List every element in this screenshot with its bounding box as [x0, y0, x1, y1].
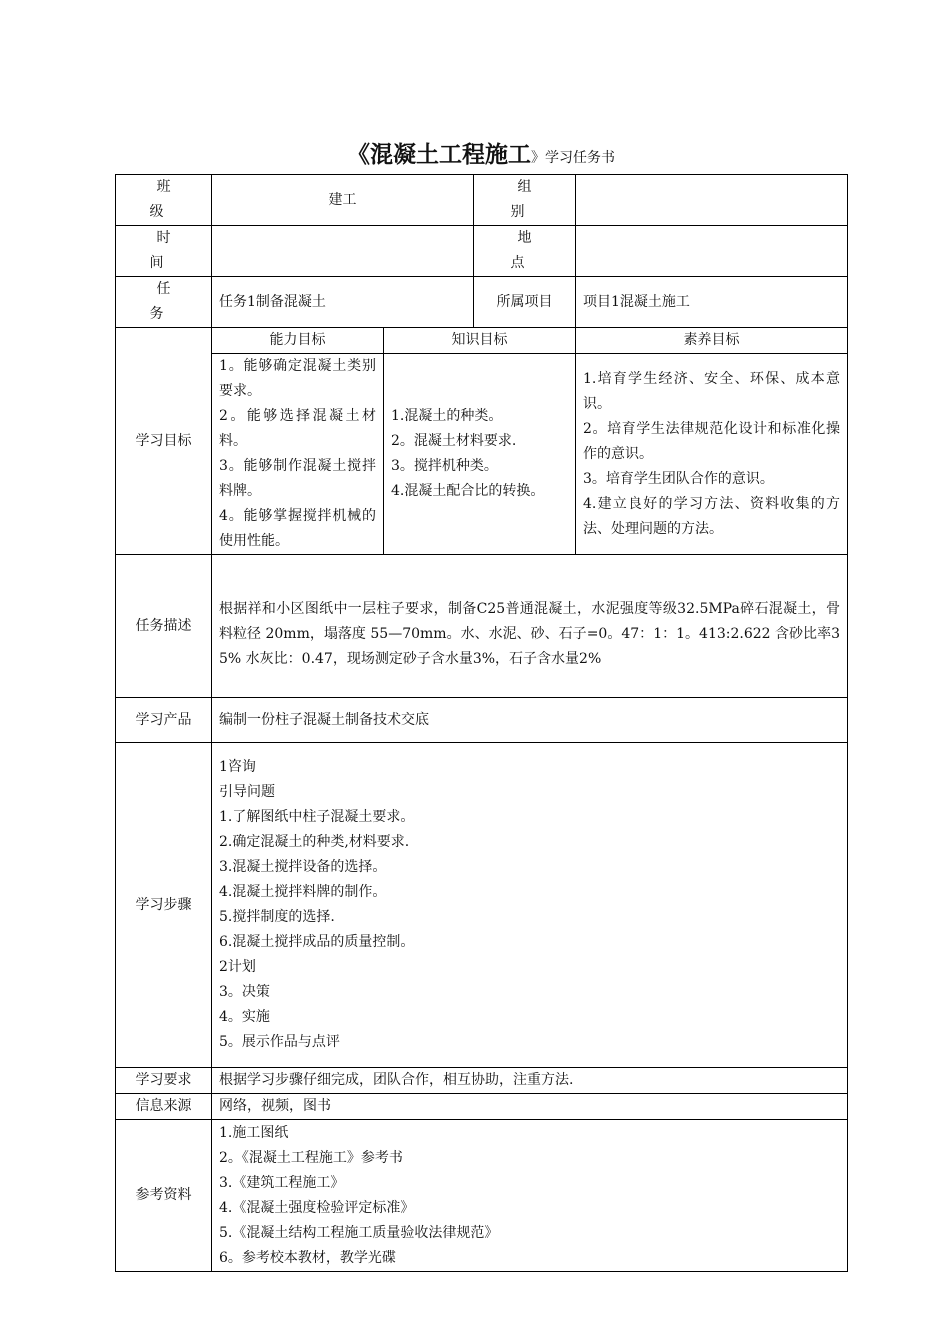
product-label: 学习产品 [116, 698, 212, 743]
knowledge-goals [384, 354, 576, 555]
class-label: 班 级 [116, 175, 212, 226]
time-value [212, 226, 474, 277]
title-main: 《混凝土工程施工 [347, 142, 531, 168]
step-line: 引导问题 [219, 784, 275, 800]
row-task [116, 277, 848, 328]
row-description [116, 555, 848, 698]
project-label: 所属项目 [474, 277, 576, 328]
class-value: 建工 [212, 175, 474, 226]
step-line: 6.混凝土搅拌成品的质量控制。 [219, 934, 415, 950]
ability-item: 4。能够掌握搅拌机械的使用性能。 [219, 508, 376, 549]
project-value: 项目1混凝土施工 [576, 277, 848, 328]
quality-item: 1.培育学生经济、安全、环保、成本意识。 [583, 370, 840, 412]
ability-item: 2。能够选择混凝土材料。 [219, 408, 376, 449]
reference-line: 2。《混凝土工程施工》参考书 [219, 1149, 403, 1166]
place-label: 地 点 [474, 226, 576, 277]
reference-line: 3.《建筑工程施工》 [219, 1174, 345, 1191]
reference-line: 6。参考校本教材，教学光碟 [219, 1249, 396, 1266]
step-line: 4。实施 [219, 1009, 270, 1025]
ability-item: 1。能够确定混凝土类别要求。 [219, 358, 376, 399]
steps-label: 学习步骤 [116, 743, 212, 1068]
row-steps [116, 743, 848, 1068]
row-class [116, 175, 848, 226]
description-text: 根据祥和小区图纸中一层柱子要求，制备C25普通混凝土，水泥强度等级32.5MPa碎石混凝土，骨料粒径 20mm，塌落度 55—70mm。水、水泥、砂、石子=0。47：1：1。413:2.622 含砂比率35% 水灰比：0.47，现场测定砂子含水量3%，石子含水量2% [212, 555, 848, 698]
step-line: 3。决策 [219, 984, 270, 1000]
step-line: 2计划 [219, 959, 256, 975]
quality-goals [576, 354, 848, 555]
reference-line: 5.《混凝土结构工程施工质量验收法律规范》 [219, 1224, 499, 1241]
row-goal-content [116, 354, 848, 555]
task-value: 任务1制备混凝土 [212, 277, 474, 328]
sources-label: 信息来源 [116, 1094, 212, 1120]
row-goal-headers [116, 328, 848, 354]
requirements-text: 根据学习步骤仔细完成，团队合作，相互协助，注重方法. [212, 1068, 848, 1094]
knowledge-header: 知识目标 [384, 328, 576, 354]
product-text: 编制一份柱子混凝土制备技术交底 [212, 698, 848, 743]
group-value [576, 175, 848, 226]
sources-text: 网络，视频，图书 [212, 1094, 848, 1120]
document-title [115, 136, 847, 169]
group-label: 组 别 [474, 175, 576, 226]
ability-item: 3。能够制作混凝土搅拌料牌。 [219, 458, 376, 499]
ability-header: 能力目标 [212, 328, 384, 354]
step-line: 5。展示作品与点评 [219, 1034, 340, 1050]
task-sheet-table [115, 174, 848, 1272]
quality-header: 素养目标 [576, 328, 848, 354]
step-line: 4.混凝土搅拌料牌的制作。 [219, 884, 387, 900]
knowledge-item: 4.混凝土配合比的转换。 [391, 483, 545, 499]
step-line: 1咨询 [219, 759, 256, 775]
ability-goals [212, 354, 384, 555]
task-label: 任 务 [116, 277, 212, 328]
references-content [212, 1120, 848, 1272]
step-line: 2.确定混凝土的种类,材料要求. [219, 834, 410, 850]
quality-item: 4.建立良好的学习方法、资料收集的方法、处理问题的方法。 [583, 495, 840, 537]
row-requirements [116, 1068, 848, 1094]
description-label: 任务描述 [116, 555, 212, 698]
step-line: 3.混凝土搅拌设备的选择。 [219, 859, 387, 875]
time-label: 时 间 [116, 226, 212, 277]
steps-content [212, 743, 848, 1068]
goals-label: 学习目标 [116, 328, 212, 555]
row-product [116, 698, 848, 743]
knowledge-item: 1.混凝土的种类。 [391, 408, 503, 424]
row-time [116, 226, 848, 277]
row-references [116, 1120, 848, 1272]
references-label: 参考资料 [116, 1120, 212, 1272]
reference-line: 1.施工图纸 [219, 1124, 289, 1141]
quality-item: 2。培育学生法律规范化设计和标准化操作的意识。 [583, 420, 840, 462]
step-line: 5.搅拌制度的选择. [219, 909, 335, 925]
knowledge-item: 2。混凝土材料要求. [391, 433, 517, 449]
step-line: 1.了解图纸中柱子混凝土要求。 [219, 809, 415, 825]
place-value [576, 226, 848, 277]
reference-line: 4.《混凝土强度检验评定标准》 [219, 1199, 415, 1216]
knowledge-item: 3。搅拌机种类。 [391, 458, 498, 474]
title-sub: 》学习任务书 [531, 150, 615, 166]
quality-item: 3。培育学生团队合作的意识。 [583, 470, 774, 487]
row-sources [116, 1094, 848, 1120]
requirements-label: 学习要求 [116, 1068, 212, 1094]
